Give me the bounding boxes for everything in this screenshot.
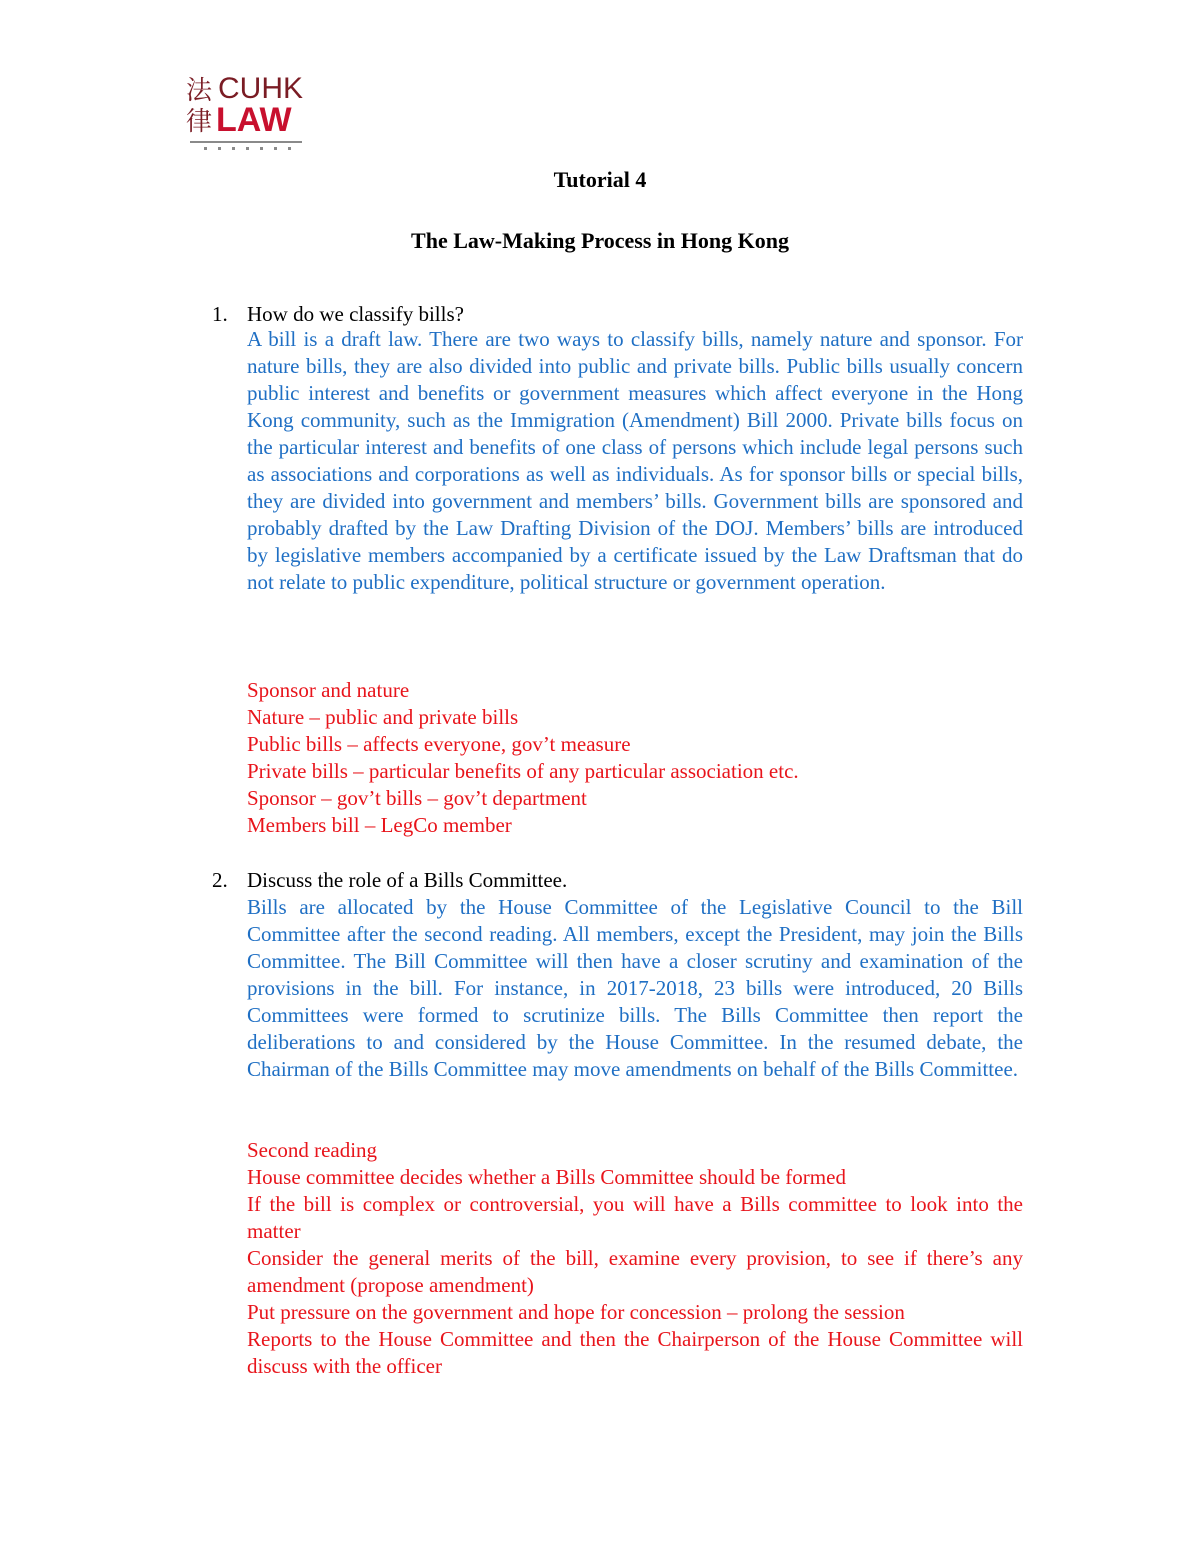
note-line: Sponsor – gov’t bills – gov’t department bbox=[247, 786, 587, 810]
question-text: Discuss the role of a Bills Committee. bbox=[247, 868, 568, 892]
note-line: Second reading bbox=[247, 1138, 378, 1162]
logo-cuhk-text: CUHK bbox=[218, 72, 304, 105]
cuhk-law-logo bbox=[186, 72, 316, 158]
note-line: House committee decides whether a Bills Committee should be formed bbox=[247, 1165, 846, 1189]
logo-fineprint-graphic bbox=[190, 140, 302, 152]
answer-1: A bill is a draft law. There are two ways to classify bills, namely nature and sponsor. For nature bills, they are also divided into public and private bills. Public bills usually concern public interest and benefits or government measures which affect everyone in the Hong Kong community, such as the Immigration (Amendment) Bill 2000. Private bills focus on the particular interest and benefits of one class of persons which include legal persons such as associations and corporations as well as individuals. As for sponsor bills or special bills, they are divided into government and members’ bills. Government bills are sponsored and probably drafted by the Law Drafting Division of the DOJ. Members’ bills are introduced by legislative members accompanied by a certificate issued by the Law Draftsman that do not relate to public expenditure, political structure or government operation. bbox=[247, 327, 1023, 594]
note-line: Sponsor and nature bbox=[247, 678, 410, 702]
document-subtitle: The Law-Making Process in Hong Kong bbox=[411, 228, 789, 253]
note-line: Members bill – LegCo member bbox=[247, 813, 512, 837]
answer-2: Bills are allocated by the House Committee of the Legislative Council to the Bill Committee after the second reading. All members, except the President, may join the Bills Committee. The Bill Committee will then have a closer scrutiny and examination of the provisions in the bill. For instance, in 2017-2018, 23 bills were introduced, 20 Bills Committees were formed to scrutinize bills. The Bills Committee then report the deliberations to and considered by the House Committee. In the resumed debate, the Chairman of the Bills Committee may move amendments on behalf of the Bills Committee. bbox=[247, 895, 1023, 1081]
logo-law-text: LAW bbox=[216, 101, 292, 139]
notes-1 bbox=[247, 677, 1023, 839]
note-line: Nature – public and private bills bbox=[247, 705, 519, 729]
notes-2 bbox=[247, 1137, 1023, 1380]
note-line: Consider the general merits of the bill, examine every provision, to see if there’s any amendment (propose amendment) bbox=[247, 1246, 1023, 1297]
document-title: Tutorial 4 bbox=[553, 167, 647, 192]
note-line: Put pressure on the government and hope for concession – prolong the session bbox=[247, 1300, 905, 1324]
note-line: If the bill is complex or controversial, you will have a Bills committee to look into the matter bbox=[247, 1192, 1023, 1243]
note-line: Reports to the House Committee and then the Chairperson of the House Committee will discuss with the officer bbox=[247, 1327, 1023, 1378]
note-line: Public bills – affects everyone, gov’t measure bbox=[247, 732, 631, 756]
question-number: 2. bbox=[212, 868, 228, 892]
note-line: Private bills – particular benefits of any particular association etc. bbox=[247, 759, 799, 783]
question-text: How do we classify bills? bbox=[247, 302, 464, 326]
question-number: 1. bbox=[212, 302, 228, 326]
logo-chinese-characters: 法 律 bbox=[186, 76, 213, 137]
